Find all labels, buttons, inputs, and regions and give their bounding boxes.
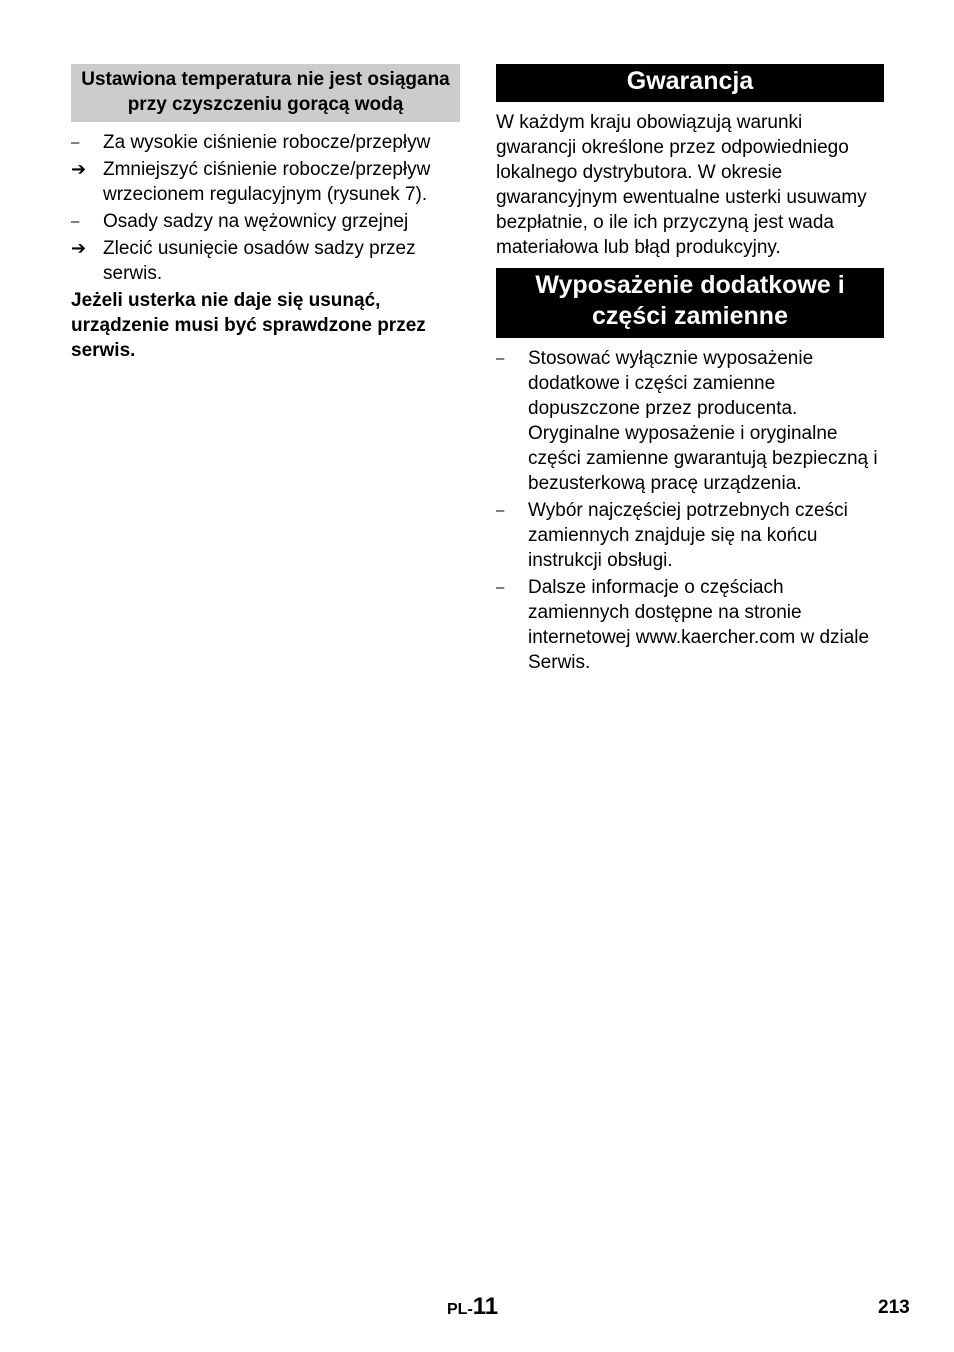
arrow-right-icon: ➔ [71,159,87,179]
footer-language-code: PL- [447,1301,473,1318]
list-item-text: Za wysokie ciśnienie robocze/przepływ [103,132,431,153]
list-item [71,130,460,155]
dash-bullet: – [71,134,80,151]
list-item [71,209,460,234]
list-item-text: Zmniejszyć ciśnienie robocze/przepływ wrzecionem regulacyjnym (rysunek 7). [103,159,431,205]
arrow-right-icon: ➔ [71,238,87,258]
list-item-text: Zlecić usunięcie osadów sadzy przez serwis. [103,238,416,284]
footer-section-page [447,1293,498,1321]
dash-bullet: – [496,579,505,596]
dash-bullet: – [71,213,80,230]
warranty-heading: Gwarancja [496,64,884,102]
list-item-text: Dalsze informacje o częściach zamiennych dostępne na stronie internetowej www.kaercher.com w dziale Serwis. [528,577,870,673]
list-item [496,575,884,675]
accessories-list [496,346,884,675]
dash-bullet: – [496,350,505,367]
list-item-text: Wybór najczęściej potrzebnych cześci zamiennych znajduje się na końcu instrukcji obsługi. [528,500,848,571]
service-note: Jeżeli usterka nie daje się usunąć, urządzenie musi być sprawdzone przez serwis. [71,290,426,361]
right-column [496,64,884,677]
list-item [496,346,884,496]
troubleshooting-list [71,130,460,286]
footer-section-number: 11 [472,1293,499,1320]
footer-page-number: 213 [878,1297,910,1318]
list-item [71,236,460,286]
list-item [71,157,460,207]
troubleshooting-heading: Ustawiona temperatura nie jest osiągana przy czyszczeniu gorącą wodą [71,64,460,122]
dash-bullet: – [496,502,505,519]
list-item-text: Stosować wyłącznie wyposażenie dodatkowe i części zamienne dopuszczone przez producenta. Oryginalne wyposażenie i oryginalne części zamienne gwarantują bezpieczną i bezusterkową pracę urządzenia. [528,348,878,494]
list-item-text: Osady sadzy na wężownicy grzejnej [103,211,409,232]
left-column [71,64,460,363]
warranty-paragraph: W każdym kraju obowiązują warunki gwarancji określone przez odpowiedniego lokalnego dystrybutora. W okresie gwarancyjnym ewentualne usterki usuwamy bezpłatnie, o ile ich przyczyną jest wada materiałowa lub błąd produkcyjny. [496,112,867,258]
accessories-heading: Wyposażenie dodatkowe i części zamienne [496,268,884,338]
list-item [496,498,884,573]
